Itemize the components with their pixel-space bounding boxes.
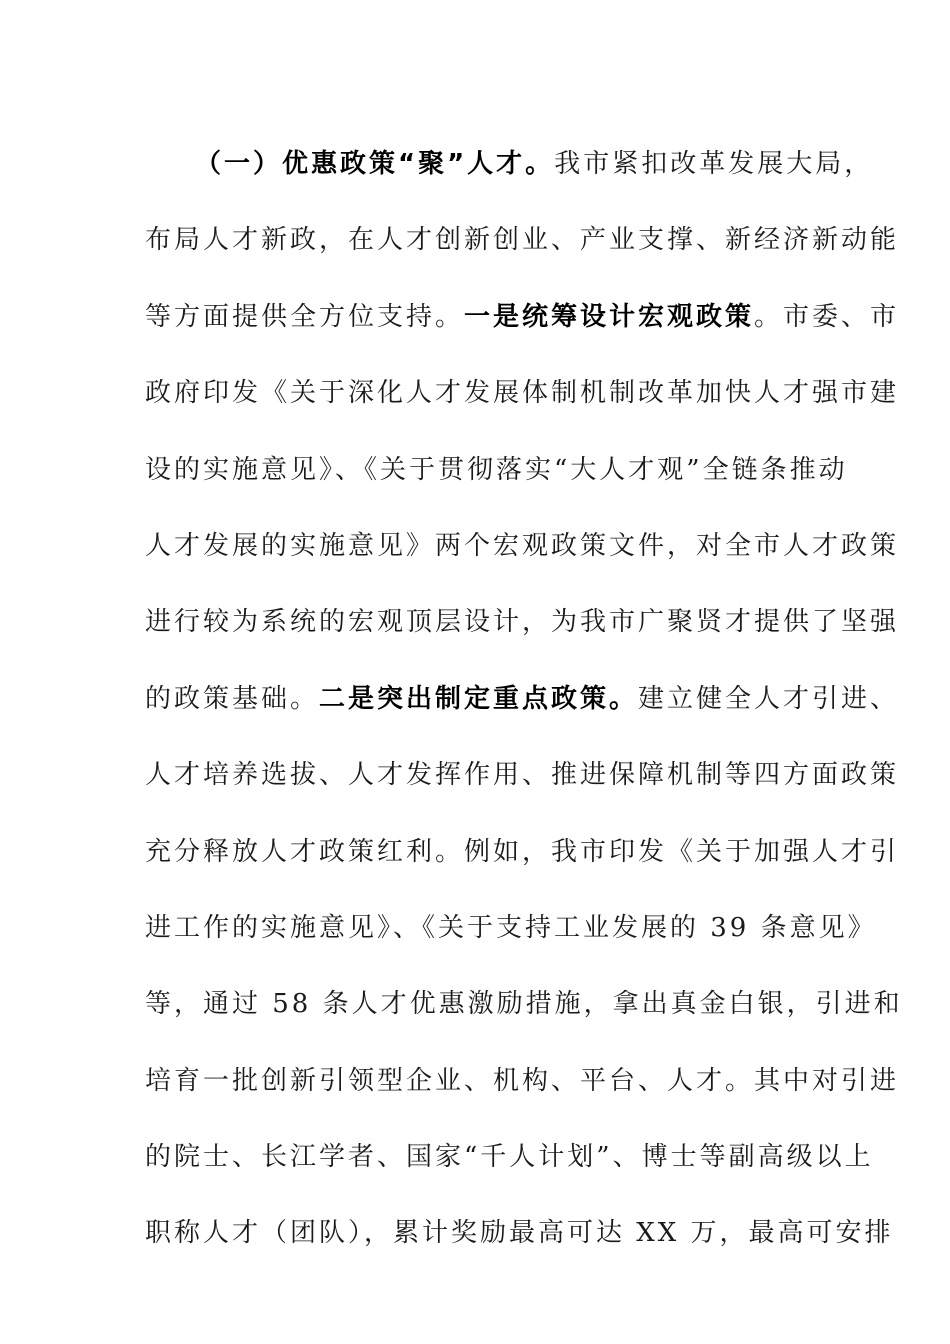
- body-paragraph: [145, 126, 903, 1272]
- body-text: 等，通过 58 条人才优惠激励措施，拿出真金白银，引进和: [145, 989, 903, 1020]
- text-line: [145, 737, 900, 813]
- text-line: [145, 126, 874, 202]
- text-line: [145, 814, 900, 890]
- body-text: 充分释放人才政策红利。例如，我市印发《关于加强人才引: [145, 836, 900, 867]
- text-line: [145, 966, 903, 1042]
- text-line: [145, 584, 900, 660]
- body-text: 建立健全人才引进、: [638, 683, 900, 714]
- text-line: [145, 661, 900, 737]
- body-text: 人才培养选拔、人才发挥作用、推进保障机制等四方面政策: [145, 760, 900, 791]
- body-text: 。市委、市: [754, 301, 900, 332]
- text-line: [145, 355, 900, 431]
- text-line: [145, 432, 848, 508]
- text-line: [145, 202, 900, 278]
- bold-heading-text: 一是统筹设计宏观政策: [464, 301, 755, 332]
- bold-heading-text: （一）优惠政策“聚”人才。: [195, 149, 555, 179]
- body-text: 人才发展的实施意见》两个宏观政策文件，对全市人才政策: [145, 530, 900, 561]
- body-text: 进行较为系统的宏观顶层设计，为我市广聚贤才提供了坚强: [145, 607, 900, 638]
- body-text: 进工作的实施意见》、《关于支持工业发展的 39 条意见》: [145, 912, 877, 943]
- body-text: 培育一批创新引领型企业、机构、平台、人才。其中对引进: [145, 1065, 900, 1096]
- body-text: 设的实施意见》、《关于贯彻落实“大人才观”全链条推动: [145, 454, 848, 485]
- body-text: 布局人才新政，在人才创新创业、产业支撑、新经济新动能: [145, 225, 900, 256]
- text-line: [145, 890, 877, 966]
- text-line: [145, 1043, 900, 1119]
- bold-heading-text: 二是突出制定重点政策。: [319, 683, 639, 714]
- body-text: 我市紧扣改革发展大局，: [554, 149, 874, 179]
- text-line: [145, 279, 900, 355]
- body-text: 等方面提供全方位支持。: [145, 301, 465, 332]
- body-text: 的政策基础。: [145, 683, 320, 714]
- text-line: [145, 508, 900, 584]
- body-text: 政府印发《关于深化人才发展体制机制改革加快人才强市建: [145, 378, 900, 409]
- body-text: 的院士、长江学者、国家“千人计划”、博士等副高级以上: [145, 1142, 874, 1173]
- text-line: [145, 1195, 894, 1271]
- text-line: [145, 1119, 874, 1195]
- body-text: 职称人才（团队），累计奖励最高可达 XX 万，最高可安排: [145, 1218, 894, 1249]
